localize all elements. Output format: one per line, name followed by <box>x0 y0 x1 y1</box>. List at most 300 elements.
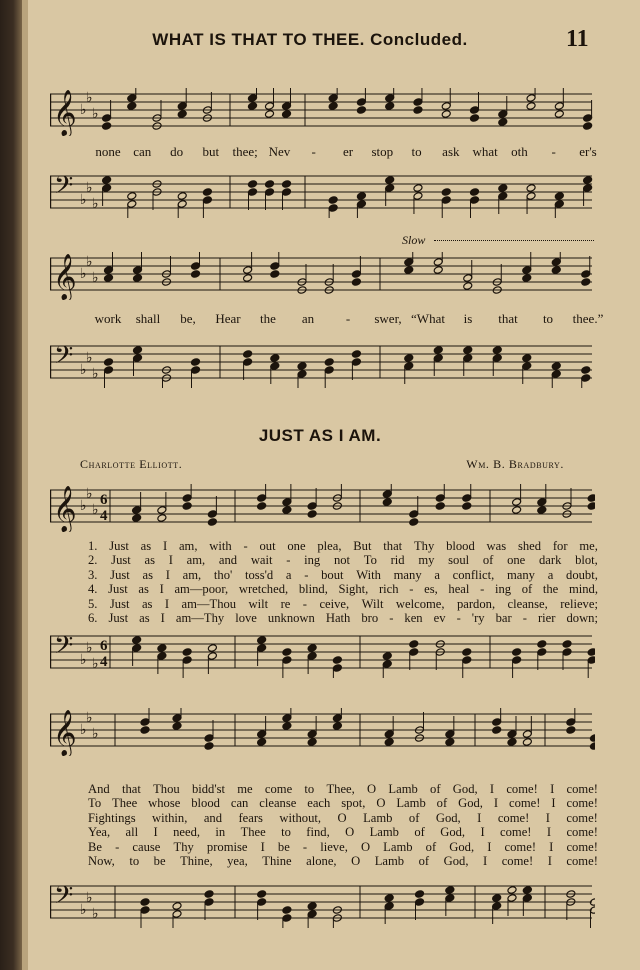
notehead <box>512 648 522 657</box>
notehead <box>522 886 532 895</box>
lyric-syllable: - <box>345 311 351 326</box>
notehead <box>351 278 361 287</box>
lyric-syllable: do <box>170 144 184 159</box>
verse-word: I <box>153 825 158 840</box>
notehead <box>177 110 187 119</box>
lyric-syllable: oth <box>511 144 528 159</box>
verse-word: To <box>88 796 102 811</box>
notehead <box>551 266 561 275</box>
notehead <box>265 102 275 111</box>
notehead <box>404 362 414 371</box>
verse-word: as <box>144 553 155 568</box>
verse-word: shed <box>517 539 542 553</box>
verse-word: many <box>393 567 422 582</box>
notehead <box>133 354 143 363</box>
notehead <box>492 346 502 355</box>
notehead <box>102 114 112 123</box>
verse-word: am, <box>178 539 198 553</box>
verse-word: wretched, <box>238 582 289 597</box>
notehead <box>257 890 267 899</box>
verse-word: ken <box>404 610 423 625</box>
notehead <box>445 894 455 903</box>
verse-word: come! <box>504 839 537 854</box>
verse-word: cleanse, <box>507 596 548 611</box>
verse-line <box>88 782 598 796</box>
notehead <box>384 730 394 739</box>
verse-word: mind, <box>568 582 598 597</box>
verse-word: pardon, <box>456 596 496 611</box>
notehead <box>583 176 593 185</box>
notehead <box>104 266 114 275</box>
staff-svg <box>50 880 595 928</box>
verse-word: I <box>550 782 555 796</box>
verse-word: - <box>389 610 394 625</box>
notehead <box>243 358 253 367</box>
lyric-syllable: but <box>202 144 220 159</box>
flat-icon: ♭ <box>80 362 87 378</box>
notehead <box>243 350 253 359</box>
verse-word: wait <box>250 553 273 568</box>
notehead <box>257 738 267 747</box>
flat-icon: ♭ <box>92 656 99 672</box>
lyric-syllable: is <box>463 311 473 326</box>
notehead <box>413 184 423 193</box>
notehead <box>356 98 366 107</box>
notehead <box>257 636 267 645</box>
lyric-syllable: “What <box>411 311 445 326</box>
verse-block-b <box>88 782 598 868</box>
notehead <box>132 636 142 645</box>
verse-word: plea, <box>317 539 342 553</box>
verse-word: blot, <box>575 553 598 568</box>
verse-line <box>88 568 598 582</box>
verse-word: be <box>153 853 166 868</box>
flat-icon: ♭ <box>80 722 87 738</box>
verse-word: O <box>345 825 355 840</box>
staff-svg <box>50 484 595 532</box>
notehead <box>328 196 338 205</box>
notehead <box>207 644 217 653</box>
verse-word: Thee <box>112 796 138 811</box>
verse-word: - <box>302 596 307 611</box>
notehead <box>270 362 280 371</box>
notehead <box>282 906 292 915</box>
verse-word: Just <box>108 582 128 597</box>
flat-icon: ♭ <box>86 640 93 656</box>
notehead <box>307 902 317 911</box>
verse-word: that <box>383 539 403 553</box>
notehead <box>140 718 150 727</box>
notehead <box>140 898 150 907</box>
notehead <box>270 354 280 363</box>
lyric-syllable: work <box>94 311 122 326</box>
notehead <box>127 94 137 103</box>
staff-svg <box>50 708 595 756</box>
notehead <box>522 274 532 283</box>
notehead <box>172 714 182 723</box>
verse-word: of <box>521 582 533 597</box>
verse-word: each <box>307 796 331 811</box>
verse-word: God, <box>440 825 466 840</box>
verse-word: and <box>203 810 223 825</box>
verse-word: Lamb <box>388 782 418 796</box>
time-signature-top: 6 <box>100 638 108 654</box>
verse-word: unknown <box>267 610 315 625</box>
staff-bass-1 <box>50 170 595 218</box>
notehead <box>583 114 593 123</box>
treble-clef-icon: 𝄞 <box>53 254 77 300</box>
staff-svg <box>50 630 595 678</box>
verse-line <box>88 597 598 611</box>
notehead <box>404 354 414 363</box>
notehead <box>587 502 595 511</box>
notehead <box>324 358 334 367</box>
tempo-dotted-line <box>434 240 594 241</box>
lyric-syllable: Nev <box>268 144 291 159</box>
verse-line <box>88 811 598 825</box>
treble-clef-icon: 𝄞 <box>53 90 77 136</box>
flat-icon: ♭ <box>80 902 87 918</box>
verse-word: I <box>480 825 485 840</box>
notehead <box>590 898 595 907</box>
staff-treble-4 <box>50 708 595 756</box>
notehead <box>441 196 451 205</box>
notehead <box>182 648 192 657</box>
notehead <box>265 188 275 197</box>
verse-word: come! <box>497 810 530 825</box>
verse-word: Just <box>111 553 131 568</box>
notehead <box>537 506 547 515</box>
notehead <box>282 656 292 665</box>
notehead <box>191 262 201 271</box>
verse-word: Just <box>109 596 130 611</box>
notehead <box>404 258 414 267</box>
notehead <box>413 98 423 107</box>
notehead <box>270 270 280 279</box>
verse-word: Thy <box>173 839 194 854</box>
verse-word: 4. <box>88 582 98 597</box>
flat-icon: ♭ <box>86 486 93 502</box>
verse-word: I <box>165 567 170 582</box>
verse-word: re <box>280 596 291 611</box>
notehead <box>382 490 392 499</box>
verse-word: conflict, <box>452 567 495 582</box>
verse-word: Lamb <box>363 810 393 825</box>
notehead <box>581 278 591 287</box>
notehead <box>157 514 167 523</box>
verse-word: I <box>483 853 488 868</box>
staff-svg <box>50 88 595 136</box>
notehead <box>351 270 361 279</box>
notehead <box>551 258 561 267</box>
verse-word: God, <box>449 839 475 854</box>
notehead <box>492 726 502 735</box>
verse-word: am—Thou <box>181 596 237 611</box>
notehead <box>297 370 307 379</box>
notehead <box>384 894 394 903</box>
notehead <box>332 722 342 731</box>
notehead <box>433 346 443 355</box>
verse-word: cleanse <box>259 796 297 811</box>
verse-word: of <box>408 810 420 825</box>
verse-word: Be <box>88 839 102 854</box>
notehead <box>328 94 338 103</box>
notehead <box>307 644 317 653</box>
verse-word: es, <box>424 582 438 597</box>
notehead <box>332 664 342 673</box>
verse-word: rid <box>390 553 405 568</box>
verse-word: God, <box>458 796 483 811</box>
page-edge <box>22 0 28 970</box>
notehead <box>270 262 280 271</box>
lyric-syllable: - <box>551 144 556 159</box>
verse-word: of <box>436 796 448 811</box>
verse-word: toss'd <box>245 567 274 582</box>
notehead <box>204 898 214 907</box>
verse-word: Lamb <box>374 853 405 868</box>
notehead <box>435 494 445 503</box>
notehead <box>307 730 317 739</box>
notehead <box>204 734 214 743</box>
notehead <box>385 102 395 111</box>
notehead <box>562 640 572 649</box>
verse-word: bidd'st <box>191 782 225 796</box>
bass-clef-icon: 𝄢 <box>54 341 74 376</box>
notehead <box>512 656 522 665</box>
verse-word: 'ry <box>471 610 485 625</box>
verse-word: bro <box>361 610 379 625</box>
lyric-syllable: to <box>411 144 422 159</box>
notehead <box>324 366 334 375</box>
notehead <box>133 266 143 275</box>
verse-word: Lamb <box>383 839 413 854</box>
lyric-syllable: ask <box>442 144 460 159</box>
notehead <box>248 94 258 103</box>
notehead <box>177 192 187 201</box>
notehead <box>445 730 455 739</box>
verse-word: O <box>360 839 371 854</box>
notehead <box>581 366 591 375</box>
notehead <box>587 648 595 657</box>
verse-word: 6. <box>88 610 98 625</box>
notehead <box>470 188 480 197</box>
notehead <box>512 506 522 515</box>
verse-word: as <box>141 596 153 611</box>
notehead <box>551 370 561 379</box>
notehead <box>202 196 212 205</box>
verse-word: as <box>140 539 152 553</box>
verse-word: O <box>351 853 361 868</box>
verse-word: within, <box>152 810 188 825</box>
notehead <box>463 282 473 291</box>
notehead <box>462 494 472 503</box>
verse-word: I <box>493 796 499 811</box>
time-signature-top: 6 <box>100 492 108 508</box>
notehead <box>172 910 182 919</box>
notehead <box>409 640 419 649</box>
notehead <box>248 180 258 189</box>
verse-word: love <box>235 610 257 625</box>
verse-word: a <box>547 567 554 582</box>
page-number: 11 <box>566 26 589 52</box>
verse-line <box>88 796 598 810</box>
notehead <box>583 184 593 193</box>
verse-word: come! <box>566 853 598 868</box>
verse-word: tho' <box>213 567 233 582</box>
verse-word: rich <box>378 582 399 597</box>
verse-word: Thou <box>153 782 180 796</box>
notehead <box>537 648 547 657</box>
lyric-syllable: - <box>311 144 316 159</box>
verse-word: spot, <box>341 796 366 811</box>
notehead <box>433 258 443 267</box>
notehead <box>307 910 317 919</box>
notehead <box>382 652 392 661</box>
verse-word: all <box>125 825 139 840</box>
verse-word: doubt, <box>566 567 598 582</box>
verse-word: to <box>304 782 315 796</box>
verse-word: that <box>121 782 141 796</box>
flat-icon: ♭ <box>86 254 93 270</box>
notehead <box>507 730 517 739</box>
notehead <box>492 902 502 911</box>
verse-word: soul <box>448 553 470 568</box>
staff-svg <box>50 252 595 300</box>
verse-word: God, <box>435 810 461 825</box>
verse-word: of <box>482 553 494 568</box>
verse-word: dark <box>538 553 562 568</box>
notehead <box>522 266 532 275</box>
notehead <box>404 266 414 275</box>
notehead <box>182 494 192 503</box>
verse-word: I <box>549 839 554 854</box>
notehead <box>191 358 201 367</box>
treble-clef-icon: 𝄞 <box>53 486 77 532</box>
notehead <box>441 102 451 111</box>
notehead <box>297 362 307 371</box>
staff-treble-1 <box>50 88 595 136</box>
verse-word: I <box>477 810 482 825</box>
verse-word: I <box>545 810 550 825</box>
notehead <box>282 722 292 731</box>
verse-word: ceive, <box>319 596 350 611</box>
notehead <box>562 648 572 657</box>
verse-word: the <box>542 582 559 597</box>
notehead <box>462 648 472 657</box>
notehead <box>384 902 394 911</box>
lyric-syllable: the <box>260 311 276 326</box>
flat-icon: ♭ <box>92 502 99 518</box>
lyric-syllable: shall <box>135 311 161 326</box>
bass-clef-icon: 𝄢 <box>54 171 74 206</box>
notehead <box>282 648 292 657</box>
notehead <box>590 734 595 743</box>
notehead <box>182 502 192 511</box>
notehead <box>157 506 167 515</box>
notehead <box>492 718 502 727</box>
notehead <box>307 510 317 519</box>
notehead <box>385 94 395 103</box>
flat-icon: ♭ <box>92 906 99 922</box>
notehead <box>507 886 517 895</box>
bass-clef-icon: 𝄢 <box>54 881 74 916</box>
lyric-syllable: stop <box>371 144 394 159</box>
lyric-syllable: none <box>95 144 121 159</box>
notehead <box>132 514 142 523</box>
verse-word: I <box>162 539 168 553</box>
verse-word: can <box>230 796 249 811</box>
verse-line <box>88 825 598 839</box>
verse-word: out <box>259 539 276 553</box>
notehead <box>498 184 508 193</box>
notehead <box>441 188 451 197</box>
verse-word: Just <box>110 567 130 582</box>
page-header-title: WHAT IS THAT TO THEE. Concluded. <box>152 30 468 49</box>
notehead <box>522 894 532 903</box>
verse-word: Fightings <box>88 810 136 825</box>
verse-word: - <box>456 610 461 625</box>
verse-word: God, <box>443 853 469 868</box>
verse-word: come! <box>566 839 598 854</box>
verse-word: without, <box>279 810 322 825</box>
verse-word: - <box>286 553 291 568</box>
notehead <box>385 184 395 193</box>
verse-word: blood <box>446 539 475 553</box>
verse-word: - <box>304 567 309 582</box>
verse-line <box>88 582 598 596</box>
verse-word: heal <box>448 582 470 597</box>
notehead <box>566 726 576 735</box>
staff-treble-2 <box>50 252 595 300</box>
verse-word: ing <box>304 553 321 568</box>
notehead <box>191 270 201 279</box>
notehead <box>132 506 142 515</box>
notehead <box>207 510 217 519</box>
flat-icon: ♭ <box>86 710 93 726</box>
notehead <box>133 346 143 355</box>
notehead <box>351 350 361 359</box>
notehead <box>356 200 366 209</box>
notehead <box>127 192 137 201</box>
notehead <box>140 906 150 915</box>
verse-word: And <box>88 782 110 796</box>
notehead <box>282 110 292 119</box>
composer-credit: Wm. B. Bradbury. <box>466 457 564 471</box>
notehead <box>462 502 472 511</box>
notehead <box>554 192 564 201</box>
verse-word: cause <box>132 839 161 854</box>
lyric-syllable: that <box>498 311 518 326</box>
notehead <box>384 738 394 747</box>
time-signature-bottom: 4 <box>100 654 108 670</box>
lyric-syllable: er <box>342 144 354 159</box>
notehead <box>551 362 561 371</box>
notehead <box>265 110 275 119</box>
verse-word: bout <box>321 567 344 582</box>
lyric-syllable: an <box>301 311 315 326</box>
flat-icon: ♭ <box>86 350 93 366</box>
verse-word: my <box>418 553 435 568</box>
notehead <box>257 502 267 511</box>
verse-word: come <box>264 782 293 796</box>
verse-word: Lamb <box>369 825 399 840</box>
notehead <box>498 118 508 127</box>
verse-word: come! <box>500 825 532 840</box>
tempo-marking: Slow <box>402 233 426 247</box>
verse-word: yea, <box>227 853 248 868</box>
treble-clef-icon: 𝄞 <box>53 710 77 756</box>
notehead <box>463 274 473 283</box>
